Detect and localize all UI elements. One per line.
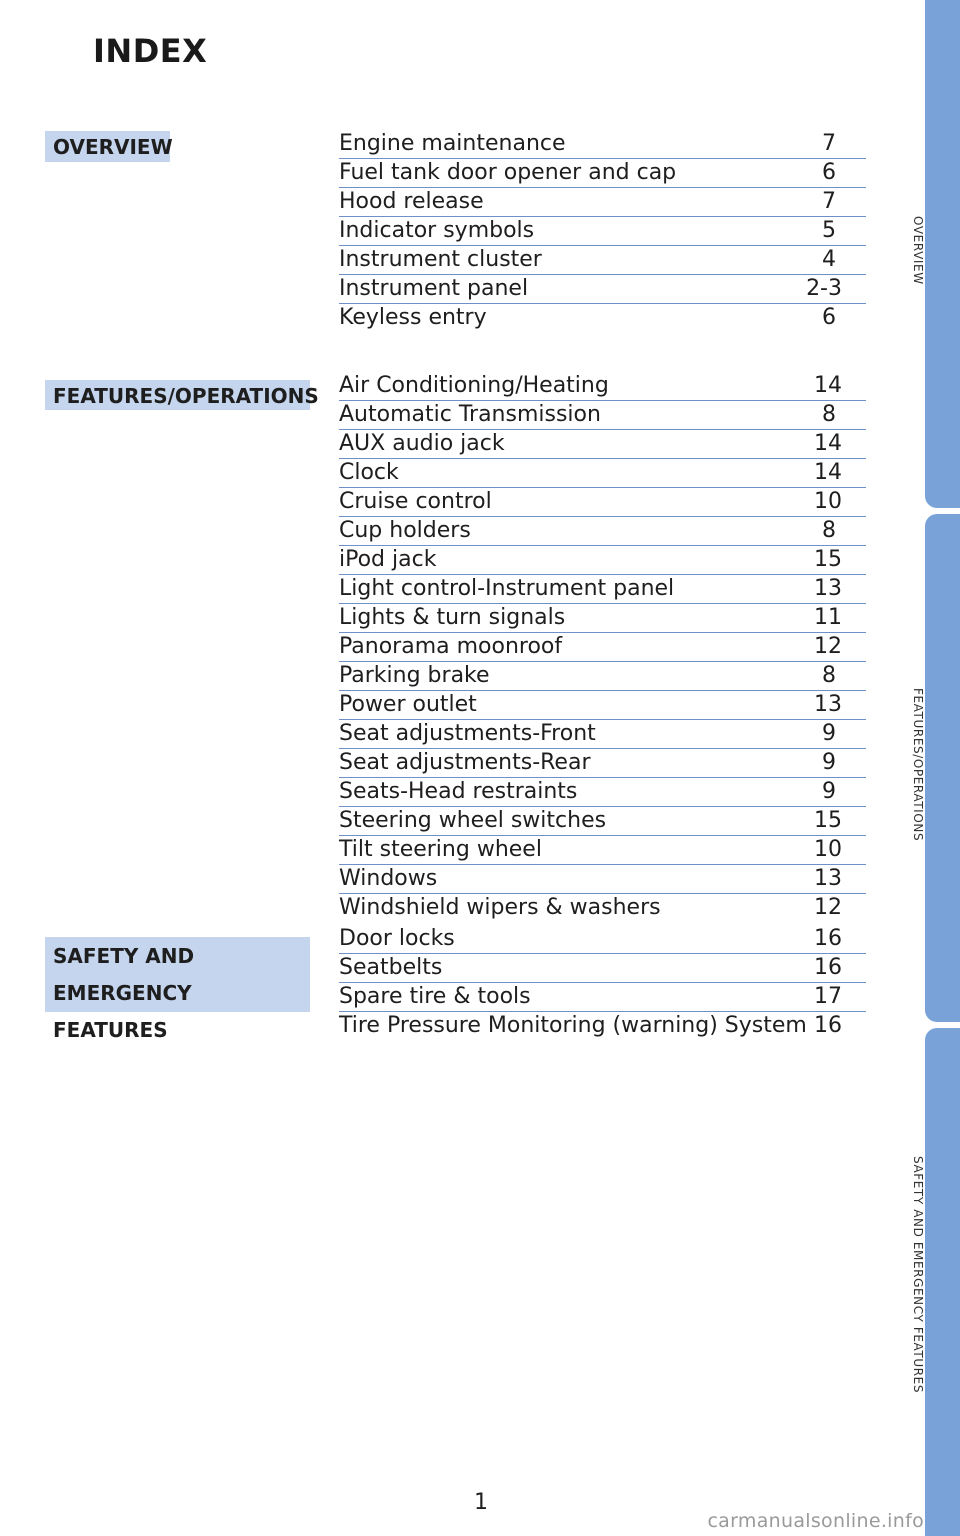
index-entry-page: 7 — [822, 131, 836, 156]
index-entry[interactable] — [339, 159, 866, 188]
index-entry-label: iPod jack — [339, 547, 437, 572]
index-entry-page: 8 — [822, 663, 836, 688]
index-entry-page: 9 — [822, 779, 836, 804]
side-tab-label-features: FEATURES/OPERATIONS — [911, 688, 925, 842]
index-entry-page: 11 — [814, 605, 842, 630]
index-entry-page: 6 — [822, 305, 836, 330]
index-entry-page: 13 — [814, 866, 842, 891]
index-entry-label: Air Conditioning/Heating — [339, 373, 609, 398]
index-entry[interactable] — [339, 954, 866, 983]
index-entry-label: Power outlet — [339, 692, 477, 717]
index-entry[interactable] — [339, 575, 866, 604]
index-entry-label: Fuel tank door opener and cap — [339, 160, 677, 185]
index-entry[interactable] — [339, 1012, 866, 1040]
index-entry-page: 17 — [814, 984, 842, 1009]
index-entry-page: 5 — [822, 218, 836, 243]
index-entry-page: 10 — [814, 837, 842, 862]
index-list-safety — [339, 925, 866, 1040]
index-entry-page: 6 — [822, 160, 836, 185]
index-entry-page: 14 — [814, 373, 842, 398]
index-entry-label: Windshield wipers & washers — [339, 895, 661, 920]
index-entry-label: Engine maintenance — [339, 131, 566, 156]
index-entry-label: Seats-Head restraints — [339, 779, 578, 804]
index-entry-page: 12 — [814, 634, 842, 659]
index-entry-label: Instrument panel — [339, 276, 529, 301]
index-entry-page: 15 — [814, 808, 842, 833]
index-entry[interactable] — [339, 604, 866, 633]
index-entry[interactable] — [339, 778, 866, 807]
index-entry-label: Cup holders — [339, 518, 471, 543]
index-entry[interactable] — [339, 691, 866, 720]
index-entry-label: Seat adjustments-Front — [339, 721, 596, 746]
index-entry-page: 14 — [814, 460, 842, 485]
index-entry[interactable] — [339, 720, 866, 749]
index-entry[interactable] — [339, 372, 866, 401]
index-entry[interactable] — [339, 807, 866, 836]
index-entry-label: AUX audio jack — [339, 431, 505, 456]
page-title: INDEX — [93, 32, 208, 70]
index-entry-page: 13 — [814, 576, 842, 601]
index-entry-page: 8 — [822, 402, 836, 427]
page-number: 1 — [474, 1490, 488, 1515]
index-entry[interactable] — [339, 925, 866, 954]
side-tab-overview[interactable] — [925, 0, 960, 508]
index-entry-page: 15 — [814, 547, 842, 572]
index-entry[interactable] — [339, 304, 866, 332]
category-safety-line2: EMERGENCY FEATURES — [53, 981, 192, 1042]
side-tab-label-overview: OVERVIEW — [911, 216, 925, 285]
watermark-text: carmanualsonline.info — [707, 1510, 924, 1532]
index-entry-label: Seatbelts — [339, 955, 443, 980]
index-entry[interactable] — [339, 517, 866, 546]
index-entry-label: Seat adjustments-Rear — [339, 750, 591, 775]
index-entry-page: 7 — [822, 189, 836, 214]
index-list-features — [339, 372, 866, 922]
index-entry-page: 16 — [814, 955, 842, 980]
index-entry-page: 10 — [814, 489, 842, 514]
index-entry-page: 12 — [814, 895, 842, 920]
index-entry[interactable] — [339, 275, 866, 304]
index-entry[interactable] — [339, 983, 866, 1012]
index-entry-page: 13 — [814, 692, 842, 717]
index-entry[interactable] — [339, 662, 866, 691]
index-entry-label: Steering wheel switches — [339, 808, 607, 833]
side-tab-label-safety: SAFETY AND EMERGENCY FEATURES — [911, 1156, 925, 1394]
index-list-overview — [339, 130, 866, 332]
index-entry[interactable] — [339, 459, 866, 488]
index-entry-label: Light control-Instrument panel — [339, 576, 675, 601]
category-safety-line1: SAFETY AND — [53, 944, 195, 968]
index-entry[interactable] — [339, 130, 866, 159]
index-entry-label: Parking brake — [339, 663, 490, 688]
index-entry[interactable] — [339, 894, 866, 922]
index-entry-label: Automatic Transmission — [339, 402, 601, 427]
category-overview: OVERVIEW — [45, 131, 170, 162]
side-tab-features-operations[interactable] — [925, 514, 960, 1022]
index-entry-label: Indicator symbols — [339, 218, 535, 243]
index-entry[interactable] — [339, 217, 866, 246]
category-features-operations: FEATURES/OPERATIONS — [45, 380, 310, 410]
index-entry-label: Windows — [339, 866, 438, 891]
index-entry[interactable] — [339, 246, 866, 275]
index-entry-label: Instrument cluster — [339, 247, 542, 272]
side-tab-strip — [925, 0, 960, 1536]
index-entry-page: 14 — [814, 431, 842, 456]
index-entry-label: Spare tire & tools — [339, 984, 531, 1009]
index-entry[interactable] — [339, 188, 866, 217]
index-entry-page: 16 — [814, 926, 842, 951]
index-entry[interactable] — [339, 633, 866, 662]
index-entry-page: 4 — [822, 247, 836, 272]
index-entry[interactable] — [339, 401, 866, 430]
index-entry[interactable] — [339, 546, 866, 575]
index-entry-page: 16 — [814, 1013, 842, 1038]
index-entry-page: 2-3 — [806, 276, 842, 301]
index-entry[interactable] — [339, 836, 866, 865]
index-entry-page: 9 — [822, 721, 836, 746]
index-entry[interactable] — [339, 865, 866, 894]
index-entry[interactable] — [339, 749, 866, 778]
index-entry-label: Door locks — [339, 926, 455, 951]
index-entry-label: Keyless entry — [339, 305, 487, 330]
index-entry-label: Tire Pressure Monitoring (warning) System — [339, 1013, 807, 1038]
index-entry-label: Cruise control — [339, 489, 492, 514]
index-entry-label: Panorama moonroof — [339, 634, 563, 659]
index-entry-label: Hood release — [339, 189, 484, 214]
category-safety-emergency — [45, 937, 310, 1042]
index-entry-label: Lights & turn signals — [339, 605, 566, 630]
index-entry-page: 8 — [822, 518, 836, 543]
index-entry[interactable] — [339, 488, 866, 517]
index-entry-label: Clock — [339, 460, 399, 485]
index-entry-label: Tilt steering wheel — [339, 837, 542, 862]
side-tab-safety-emergency[interactable] — [925, 1028, 960, 1536]
index-entry-page: 9 — [822, 750, 836, 775]
index-entry[interactable] — [339, 430, 866, 459]
